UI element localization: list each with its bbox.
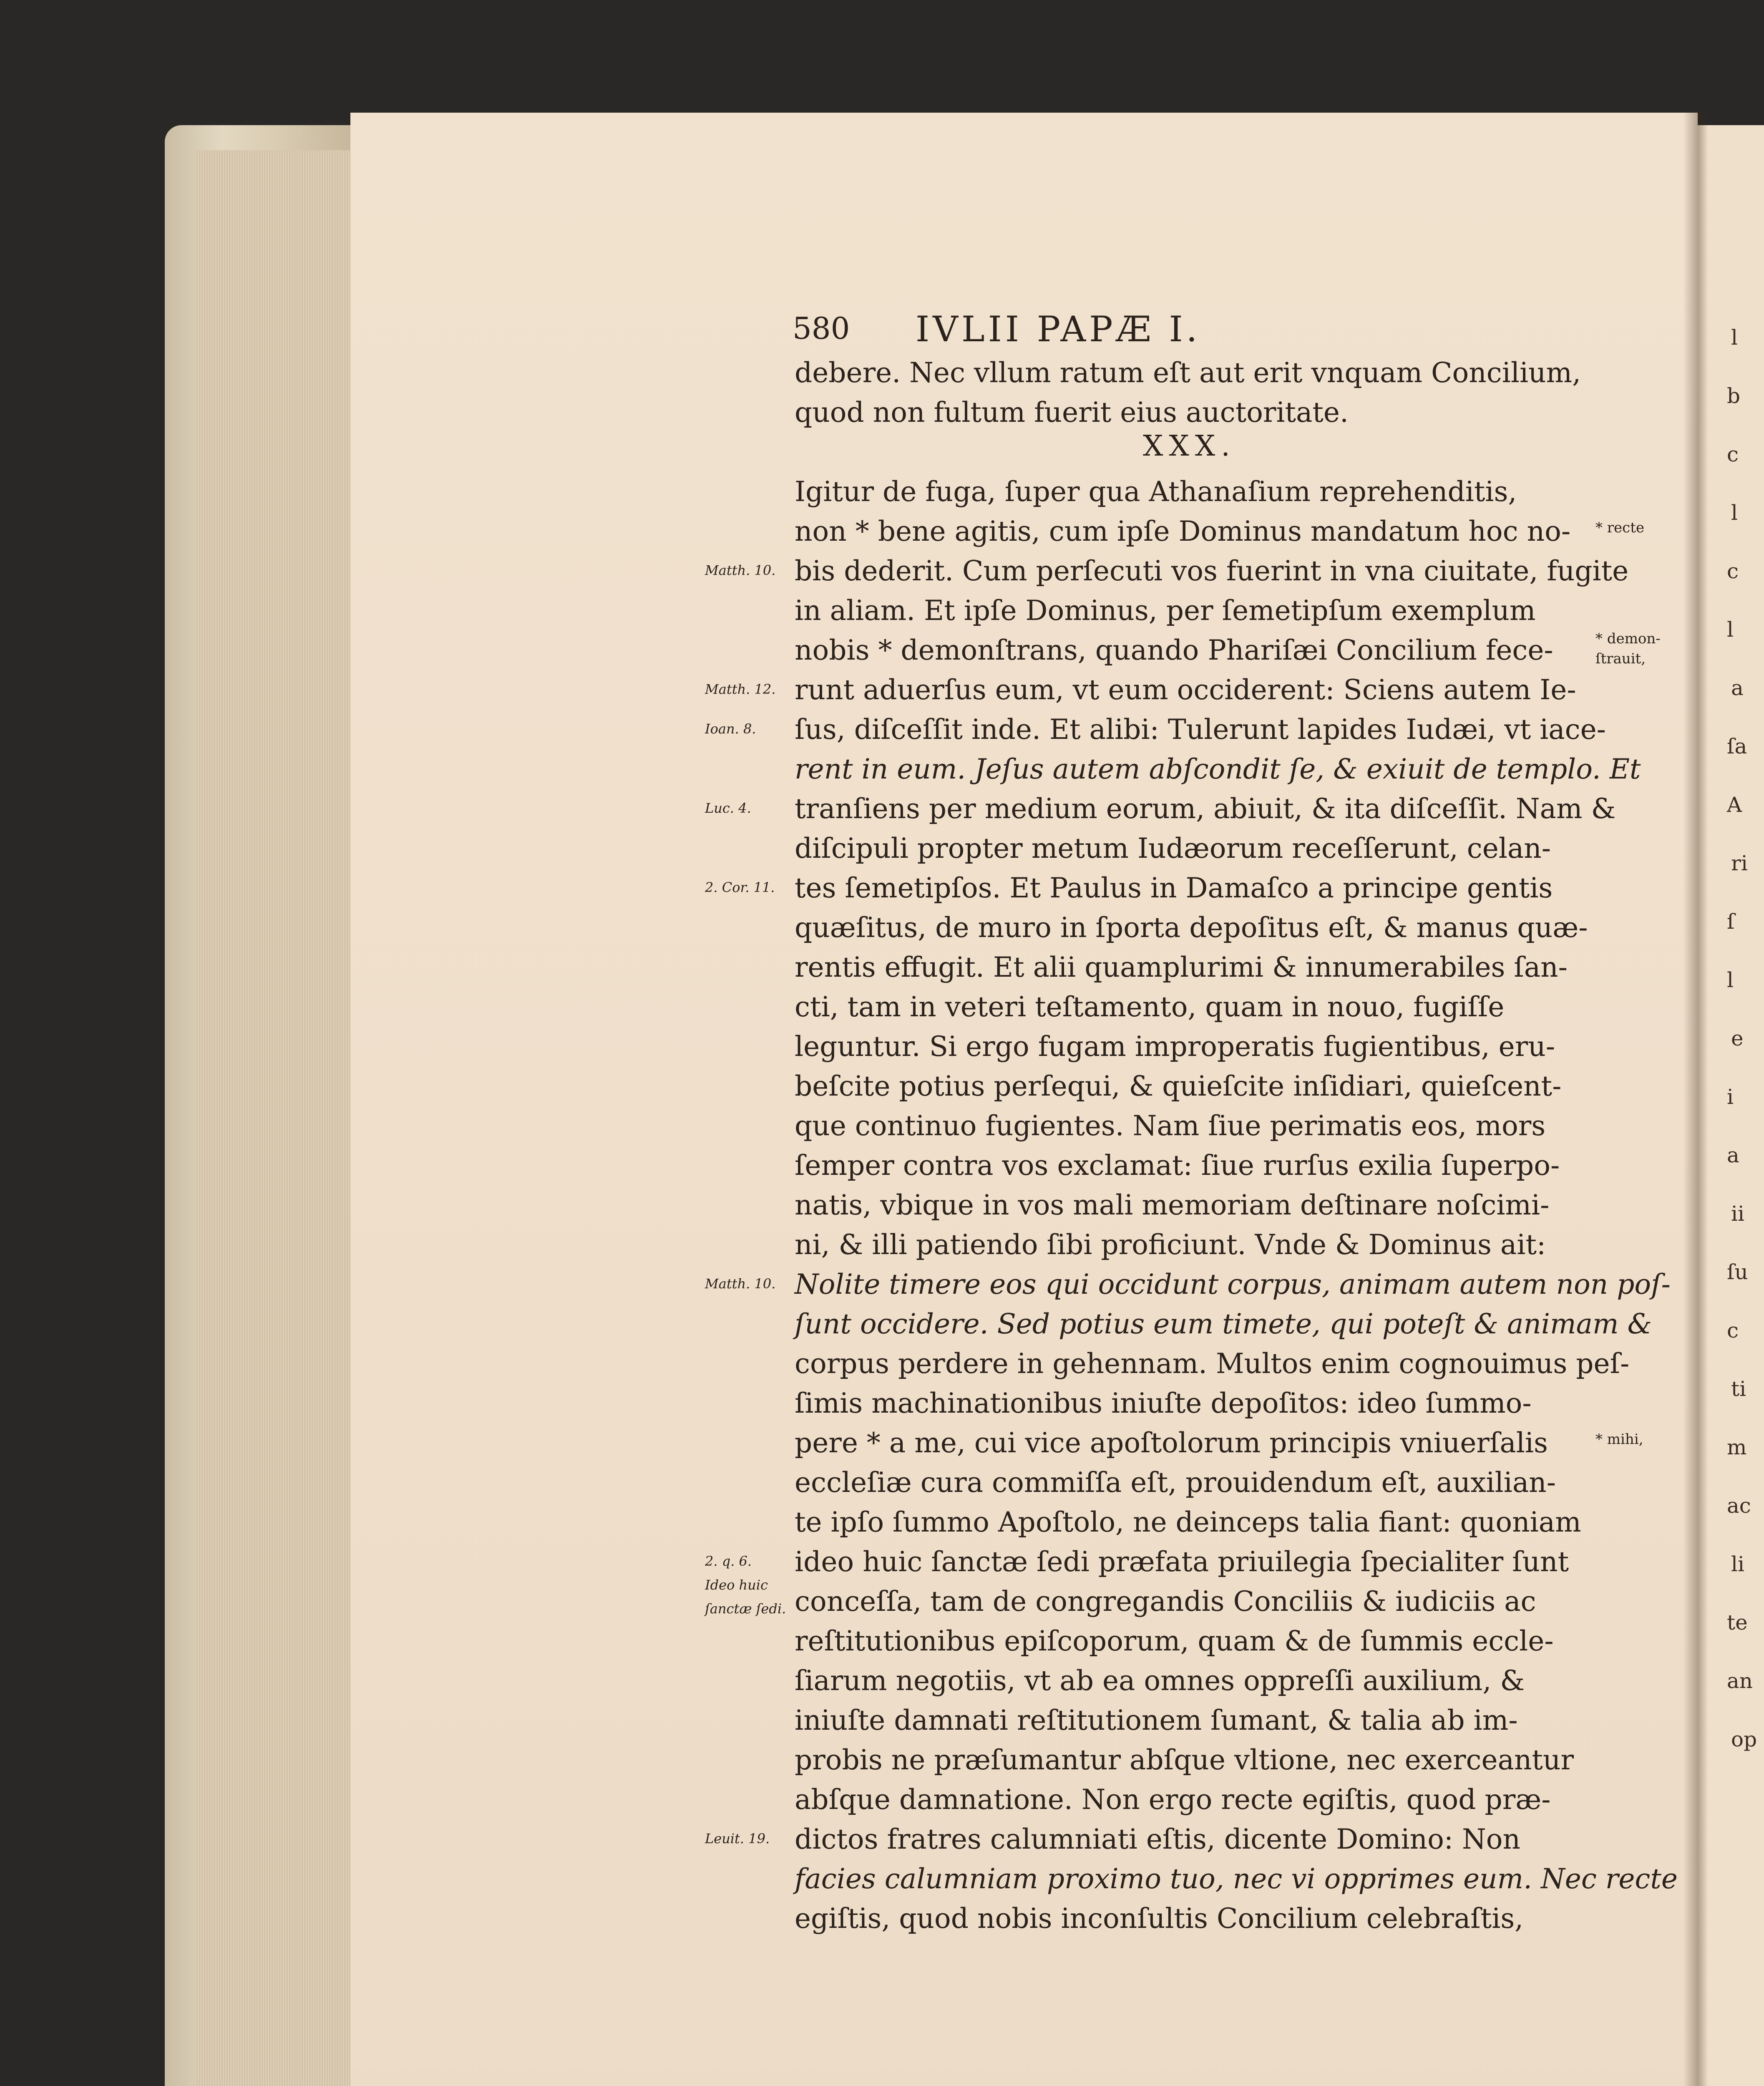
section-number: XXX. bbox=[1143, 430, 1236, 463]
margin-reference: 2. Cor. 11. bbox=[705, 879, 775, 895]
facing-page-fragment: c bbox=[1727, 1318, 1739, 1343]
text-line: Igitur de fuga, ſuper qua Athanaſium reprehenditis, bbox=[795, 476, 1517, 508]
margin-reference: Matth. 12. bbox=[705, 681, 776, 697]
margin-reference: Leuit. 19. bbox=[705, 1831, 770, 1847]
facing-page-fragment: l bbox=[1727, 617, 1734, 642]
text-line: abſque damnatione. Non ergo recte egiſtis, quod præ- bbox=[795, 1784, 1551, 1816]
margin-reference: Matth. 10. bbox=[705, 562, 776, 578]
text-line: facies calumniam proximo tuo, nec vi opprimes eum. Nec recte bbox=[795, 1863, 1678, 1895]
text-line: tranſiens per medium eorum, abiuit, & ita diſceſſit. Nam & bbox=[795, 793, 1616, 825]
facing-page-fragment: c bbox=[1727, 442, 1739, 466]
text-line: bis dederit. Cum perſecuti vos fuerint in vna ciuitate, fugite bbox=[795, 555, 1629, 587]
facing-page-fragment: te bbox=[1727, 1610, 1748, 1635]
facing-page-fragment: l bbox=[1727, 968, 1734, 992]
facing-page-fragment: i bbox=[1727, 1085, 1734, 1109]
text-line: reſtitutionibus epiſcoporum, quam & de ſummis eccle- bbox=[795, 1625, 1554, 1657]
page-number: 580 bbox=[793, 311, 850, 346]
text-line: debere. Nec vllum ratum eſt aut erit vnquam Concilium, bbox=[795, 357, 1581, 389]
text-line: ſimis machinationibus iniuſte depoſitos: ideo ſummo- bbox=[795, 1387, 1532, 1419]
page-stack-edge bbox=[196, 150, 355, 2086]
text-line: beſcite potius perſequi, & quieſcite inſidiari, quieſcent- bbox=[795, 1070, 1562, 1102]
text-line: runt aduerſus eum, vt eum occiderent: Sciens autem Ie- bbox=[795, 674, 1576, 706]
margin-note: * demon- bbox=[1595, 630, 1661, 647]
text-line: Nolite timere eos qui occidunt corpus, animam autem non poſ- bbox=[795, 1268, 1671, 1300]
margin-reference: 2. q. 6. bbox=[705, 1553, 752, 1569]
facing-page-fragment: ti bbox=[1731, 1377, 1746, 1401]
facing-page-fragment: ac bbox=[1727, 1494, 1751, 1518]
margin-note: * mihi, bbox=[1595, 1431, 1643, 1448]
text-line: egiſtis, quod nobis inconſultis Concilium celebraſtis, bbox=[795, 1902, 1524, 1935]
text-line: te ipſo ſummo Apoſtolo, ne deinceps talia fiant: quoniam bbox=[795, 1506, 1581, 1538]
facing-page-fragment: a bbox=[1731, 676, 1744, 700]
text-line: ſus, diſceſſit inde. Et alibi: Tulerunt lapides Iudæi, vt iace- bbox=[795, 713, 1606, 746]
running-head: IVLII PAPÆ I. bbox=[916, 309, 1201, 350]
text-line: ſemper contra vos exclamat: ſiue rurſus exilia ſuperpo- bbox=[795, 1149, 1560, 1182]
text-line: nobis * demonſtrans, quando Phariſæi Concilium fece- bbox=[795, 634, 1553, 666]
facing-page-fragment: ſ bbox=[1727, 909, 1735, 934]
facing-page-fragment: ſa bbox=[1727, 734, 1747, 758]
text-line: diſcipuli propter metum Iudæorum receſſerunt, celan- bbox=[795, 832, 1551, 864]
facing-page-fragment: l bbox=[1731, 325, 1738, 350]
text-line: non * bene agitis, cum ipſe Dominus mandatum hoc no- bbox=[795, 515, 1571, 547]
text-line: ni, & illi patiendo ſibi proficiunt. Vnde & Dominus ait: bbox=[795, 1229, 1546, 1261]
text-line: in aliam. Et ipſe Dominus, per ſemetipſum exemplum bbox=[795, 595, 1536, 627]
facing-page-fragment: m bbox=[1727, 1435, 1747, 1459]
facing-page-fragment: an bbox=[1727, 1669, 1753, 1693]
text-line: pere * a me, cui vice apoſtolorum principis vniuerſalis bbox=[795, 1427, 1548, 1459]
text-line: iniuſte damnati reſtitutionem ſumant, & talia ab im- bbox=[795, 1704, 1518, 1736]
facing-page-fragment: c bbox=[1727, 559, 1739, 583]
facing-page-fragment: a bbox=[1727, 1143, 1739, 1167]
margin-note: ſtrauit, bbox=[1595, 650, 1646, 667]
margin-note: * recte bbox=[1595, 519, 1645, 536]
text-line: rent in eum. Jeſus autem abſcondit ſe, & exiuit de templo. Et bbox=[795, 753, 1641, 785]
facing-page-fragment: ri bbox=[1731, 851, 1748, 875]
facing-page-fragment: ſu bbox=[1727, 1260, 1748, 1284]
facing-page-fragment: li bbox=[1731, 1552, 1744, 1576]
facing-page-fragment: op bbox=[1731, 1727, 1757, 1751]
text-line: corpus perdere in gehennam. Multos enim cognouimus peſ- bbox=[795, 1348, 1630, 1380]
margin-reference: Ideo huic bbox=[705, 1577, 768, 1593]
gutter-shadow bbox=[1683, 113, 1708, 2086]
text-line: natis, vbique in vos mali memoriam deſtinare noſcimi- bbox=[795, 1189, 1550, 1221]
facing-page-fragment: ii bbox=[1731, 1202, 1744, 1226]
text-line: dictos fratres calumniati eſtis, dicente Domino: Non bbox=[795, 1823, 1521, 1855]
text-line: ideo huic ſanctæ ſedi præfata priuilegia ſpecialiter ſunt bbox=[795, 1546, 1569, 1578]
facing-page-fragment: e bbox=[1731, 1026, 1744, 1051]
margin-reference: Luc. 4. bbox=[705, 800, 751, 816]
margin-reference: Ioan. 8. bbox=[705, 721, 756, 737]
facing-page-fragment: A bbox=[1727, 793, 1742, 817]
text-line: quod non fultum fuerit eius auctoritate. bbox=[795, 396, 1349, 428]
text-line: eccleſiæ cura commiſſa eſt, prouidendum eſt, auxilian- bbox=[795, 1466, 1556, 1499]
text-line: cti, tam in veteri teſtamento, quam in nouo, fugiſſe bbox=[795, 991, 1505, 1023]
text-line: tes ſemetipſos. Et Paulus in Damaſco a principe gentis bbox=[795, 872, 1553, 904]
text-line: que continuo fugientes. Nam ſiue perimatis eos, mors bbox=[795, 1110, 1546, 1142]
facing-page-fragment: b bbox=[1727, 384, 1741, 408]
facing-page-text-fragments bbox=[1706, 325, 1760, 1786]
margin-reference: ſanctæ ſedi. bbox=[705, 1601, 786, 1617]
margin-reference: Matth. 10. bbox=[705, 1276, 776, 1292]
text-line: leguntur. Si ergo fugam improperatis fugientibus, eru- bbox=[795, 1030, 1555, 1063]
text-line: ſiarum negotiis, vt ab ea omnes oppreſſi auxilium, & bbox=[795, 1665, 1525, 1697]
text-line: conceſſa, tam de congregandis Conciliis & iudiciis ac bbox=[795, 1585, 1536, 1617]
text-line: ſunt occidere. Sed potius eum timete, qui poteſt & animam & bbox=[795, 1308, 1652, 1340]
text-line: rentis effugit. Et alii quamplurimi & innumerabiles ſan- bbox=[795, 951, 1568, 983]
facing-page-fragment: l bbox=[1731, 501, 1738, 525]
text-line: probis ne præſumantur abſque vltione, nec exerceantur bbox=[795, 1744, 1574, 1776]
text-line: quæſitus, de muro in ſporta depoſitus eſt, & manus quæ- bbox=[795, 912, 1588, 944]
